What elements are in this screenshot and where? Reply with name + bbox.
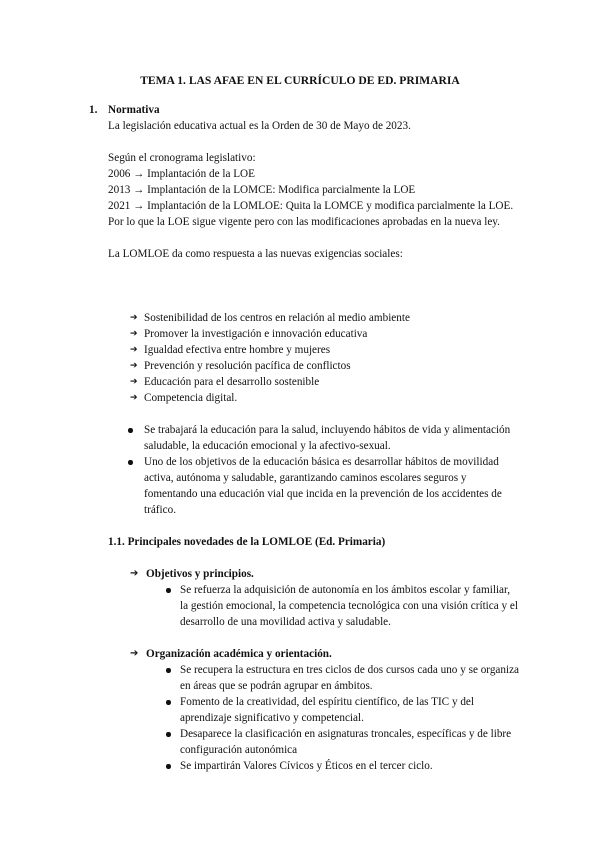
cronograma-label: Según el cronograma legislativo: [108,152,256,164]
timeline-item: 2006 → Implantación de la LOE [108,168,255,180]
section-1-body [108,118,528,262]
legislation-intro: La legislación educativa actual es la Orden de 30 de Mayo de 2023. [108,120,411,132]
objetivos-item: Se refuerza la adquisición de autonomía en los ámbitos escolar y familiar, la gestión emocional, la competencia tecnológica con una visión crítica y el desarrollo de una movilidad activa y saludable. [130,582,520,630]
section-1-title: Normativa [108,104,160,116]
conclusion-text: Por lo que la LOE sigue vigente pero con las modificaciones aprobadas en la nueva ley. [108,216,500,228]
organizacion-item: Se impartirán Valores Cívicos y Éticos en el tercer ciclo. [130,758,520,774]
document-title: TEMA 1. LAS AFAE EN EL CURRÍCULO DE ED. PRIMARIA [140,74,460,87]
objetivos-title: ➔ Objetivos y principios. [130,566,520,582]
demands-list [108,310,538,406]
lomloe-intro: La LOMLOE da como respuesta a las nuevas exigencias sociales: [108,248,403,260]
timeline-item: 2021 → Implantación de la LOMLOE: Quita la LOMCE y modifica parcialmente la LOE. [108,200,514,212]
organizacion-item: Se recupera la estructura en tres ciclos de dos cursos cada uno y se organiza en áreas que se podrán agrupar en ámbitos. [130,662,520,694]
organizacion-list [130,662,520,774]
organizacion-title: ➔ Organización académica y orientación. [130,646,520,662]
objetivos-list [130,582,520,630]
timeline-item: 2013 → Implantación de la LOMCE: Modifica parcialmente la LOE [108,184,416,196]
point-item: Uno de los objetivos de la educación básica es desarrollar hábitos de movilidad activa, autónoma y saludable, garantizando caminos escolares seguros y fomentando una educación vial que incida en la prevención de los accidentes de tráfico. [108,454,520,518]
objetivos-block [130,566,520,630]
demand-item: ➔ Competencia digital. [108,390,538,406]
demand-item: ➔ Igualdad efectiva entre hombre y mujeres [108,342,538,358]
section-1-heading [89,102,160,118]
demand-item: ➔ Promover la investigación e innovación educativa [108,326,538,342]
organizacion-item: Fomento de la creatividad, del espíritu científico, de las TIC y del aprendizaje significativo y competencial. [130,694,520,726]
point-item: Se trabajará la educación para la salud, incluyendo hábitos de vida y alimentación saludable, la educación emocional y la afectivo-sexual. [108,422,520,454]
demand-item: ➔ Educación para el desarrollo sostenible [108,374,538,390]
section-1-1-heading: 1.1. Principales novedades de la LOMLOE (Ed. Primaria) [108,536,386,548]
points-list [108,422,520,518]
organizacion-block [130,646,520,774]
demand-item: ➔ Prevención y resolución pacífica de conflictos [108,358,538,374]
section-1-number: 1. [89,104,98,116]
organizacion-item: Desaparece la clasificación en asignaturas troncales, específicas y de libre configuración autonómica [130,726,520,758]
demand-item: ➔ Sostenibilidad de los centros en relación al medio ambiente [108,310,538,326]
